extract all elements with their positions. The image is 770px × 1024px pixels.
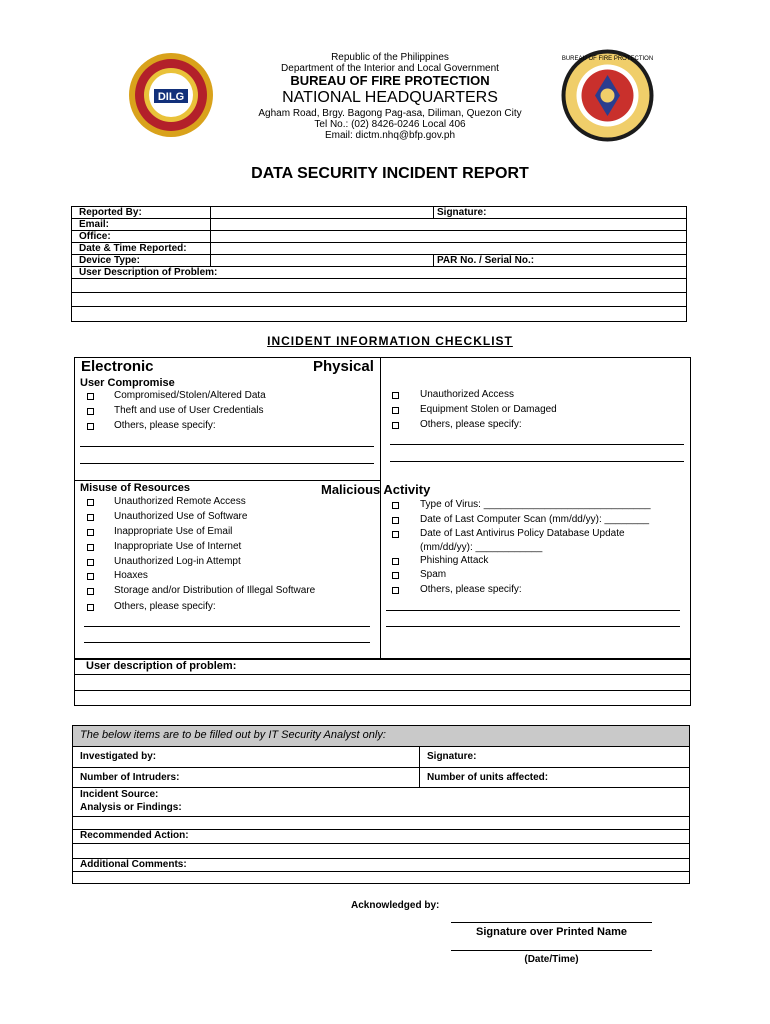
checkbox-remote-access[interactable] [87, 499, 94, 506]
email-misuse-label: Inappropriate Use of Email [114, 526, 233, 537]
checklist-title: INCIDENT INFORMATION CHECKLIST [267, 334, 513, 348]
user-desc-label: User description of problem: [86, 660, 237, 672]
units-affected-label: Number of units affected: [427, 772, 549, 783]
misuse-specify-line-2[interactable] [84, 642, 370, 643]
republic-line: Republic of the Philippines [331, 52, 449, 63]
checkbox-uc-others[interactable] [87, 423, 94, 430]
signature-name-line[interactable] [451, 922, 652, 923]
user-compromise-heading: User Compromise [80, 377, 175, 389]
office-label: Office: [79, 231, 111, 242]
recommended-label: Recommended Action: [80, 830, 189, 841]
dilg-logo-text: DILG [157, 91, 185, 103]
malicious-specify-line-2[interactable] [386, 626, 680, 627]
checkbox-theft-credentials[interactable] [87, 408, 94, 415]
physical-others-label: Others, please specify: [420, 419, 522, 430]
checkbox-spam[interactable] [392, 572, 399, 579]
footer-date-time-label: (Date/Time) [524, 954, 579, 965]
email-label: Email: [79, 219, 110, 230]
email-field[interactable] [211, 219, 685, 230]
unauthorized-access-label: Unauthorized Access [420, 389, 514, 400]
theft-credentials-label: Theft and use of User Credentials [114, 405, 264, 416]
physical-specify-line-2[interactable] [390, 461, 684, 462]
antivirus-update-date: (mm/dd/yy): ____________ [420, 542, 543, 553]
checkbox-misuse-others[interactable] [87, 604, 94, 611]
analyst-signature-label: Signature: [427, 751, 477, 762]
recommended-field[interactable] [205, 830, 688, 842]
user-description-label: User Description of Problem: [79, 267, 218, 278]
physical-specify-line-1[interactable] [390, 444, 684, 445]
hoaxes-label: Hoaxes [114, 570, 148, 581]
signature-field[interactable] [500, 207, 685, 218]
user-description-field[interactable] [72, 279, 686, 321]
checkbox-unauthorized-access[interactable] [392, 392, 399, 399]
bureau-line: BUREAU OF FIRE PROTECTION [290, 73, 490, 88]
acknowledged-label: Acknowledged by: [351, 900, 440, 911]
bfp-seal-text: BUREAU OF FIRE PROTECTION [561, 56, 654, 62]
incident-source-label: Incident Source: [80, 789, 159, 800]
analysis-label: Analysis or Findings: [80, 802, 182, 813]
electronic-heading: Electronic [81, 358, 154, 375]
checkbox-equipment-stolen[interactable] [392, 407, 399, 414]
address-line: Agham Road, Brgy. Bagong Pag-asa, Diliman, Quezon City [258, 108, 522, 119]
intruders-label: Number of Intruders: [80, 772, 180, 783]
spam-label: Spam [420, 569, 447, 580]
physical-heading: Physical [313, 358, 374, 375]
department-line: Department of the Interior and Local Government [281, 63, 499, 74]
reported-by-field[interactable] [211, 207, 432, 218]
device-type-label: Device Type: [79, 255, 140, 266]
investigated-by-label: Investigated by: [80, 751, 157, 762]
compromised-data-label: Compromised/Stolen/Altered Data [114, 390, 266, 401]
internet-misuse-label: Inappropriate Use of Internet [114, 541, 242, 552]
uc-specify-line-1[interactable] [80, 446, 374, 447]
illegal-software-label: Storage and/or Distribution of Illegal Software [114, 585, 316, 596]
checkbox-malicious-others[interactable] [392, 587, 399, 594]
checkbox-compromised-data[interactable] [87, 393, 94, 400]
signature-label: Signature: [437, 207, 487, 218]
date-time-label: Date & Time Reported: [79, 243, 187, 254]
phishing-label: Phishing Attack [420, 555, 489, 566]
checkbox-hoaxes[interactable] [87, 573, 94, 580]
office-field[interactable] [211, 231, 685, 242]
checkbox-unauthorized-software[interactable] [87, 514, 94, 521]
virus-type-label: Type of Virus: ______________________________ [420, 499, 651, 510]
checkbox-last-scan[interactable] [392, 517, 399, 524]
misuse-specify-line-1[interactable] [84, 626, 370, 627]
checkbox-virus-type[interactable] [392, 502, 399, 509]
intruders-field[interactable] [195, 769, 416, 786]
remote-access-label: Unauthorized Remote Access [114, 496, 246, 507]
page-title: DATA SECURITY INCIDENT REPORT [251, 165, 529, 182]
par-no-label: PAR No. / Serial No.: [437, 255, 535, 266]
checkbox-email-misuse[interactable] [87, 529, 94, 536]
checkbox-internet-misuse[interactable] [87, 544, 94, 551]
device-type-field[interactable] [211, 255, 432, 266]
malicious-others-label: Others, please specify: [420, 584, 522, 595]
analyst-banner: The below items are to be filled out by IT Security Analyst only: [80, 729, 386, 741]
signature-name-label: Signature over Printed Name [476, 926, 627, 938]
unauthorized-software-label: Unauthorized Use of Software [114, 511, 248, 522]
malicious-heading: Malicious Activity [321, 482, 431, 497]
antivirus-update-label: Date of Last Antivirus Policy Database Update [420, 528, 625, 539]
reported-by-label: Reported By: [79, 207, 142, 218]
uc-specify-line-2[interactable] [80, 463, 374, 464]
uc-others-label: Others, please specify: [114, 420, 216, 431]
units-affected-field[interactable] [565, 769, 688, 786]
comments-field[interactable] [205, 859, 688, 883]
checkbox-antivirus-update[interactable] [392, 531, 399, 538]
date-time-field[interactable] [211, 243, 685, 254]
last-scan-label: Date of Last Computer Scan (mm/dd/yy): ________ [420, 514, 650, 525]
checkbox-login-attempt[interactable] [87, 559, 94, 566]
login-attempt-label: Unauthorized Log-in Attempt [114, 556, 241, 567]
misuse-others-label: Others, please specify: [114, 601, 216, 612]
par-no-field[interactable] [560, 255, 685, 266]
misuse-heading: Misuse of Resources [80, 482, 191, 494]
analyst-signature-field[interactable] [490, 748, 688, 765]
analysis-field[interactable] [200, 789, 688, 815]
hq-line: NATIONAL HEADQUARTERS [282, 89, 498, 106]
user-desc-field[interactable] [75, 675, 690, 705]
date-time-line[interactable] [451, 950, 652, 951]
checkbox-physical-others[interactable] [392, 422, 399, 429]
checkbox-illegal-software[interactable] [87, 588, 94, 595]
equipment-stolen-label: Equipment Stolen or Damaged [420, 404, 557, 415]
investigated-by-field[interactable] [170, 748, 416, 765]
malicious-specify-line-1[interactable] [386, 610, 680, 611]
checkbox-phishing[interactable] [392, 558, 399, 565]
email-line: Email: dictm.nhq@bfp.gov.ph [324, 130, 456, 141]
tel-line: Tel No.: (02) 8426-0246 Local 406 [314, 119, 466, 130]
comments-label: Additional Comments: [80, 859, 187, 870]
